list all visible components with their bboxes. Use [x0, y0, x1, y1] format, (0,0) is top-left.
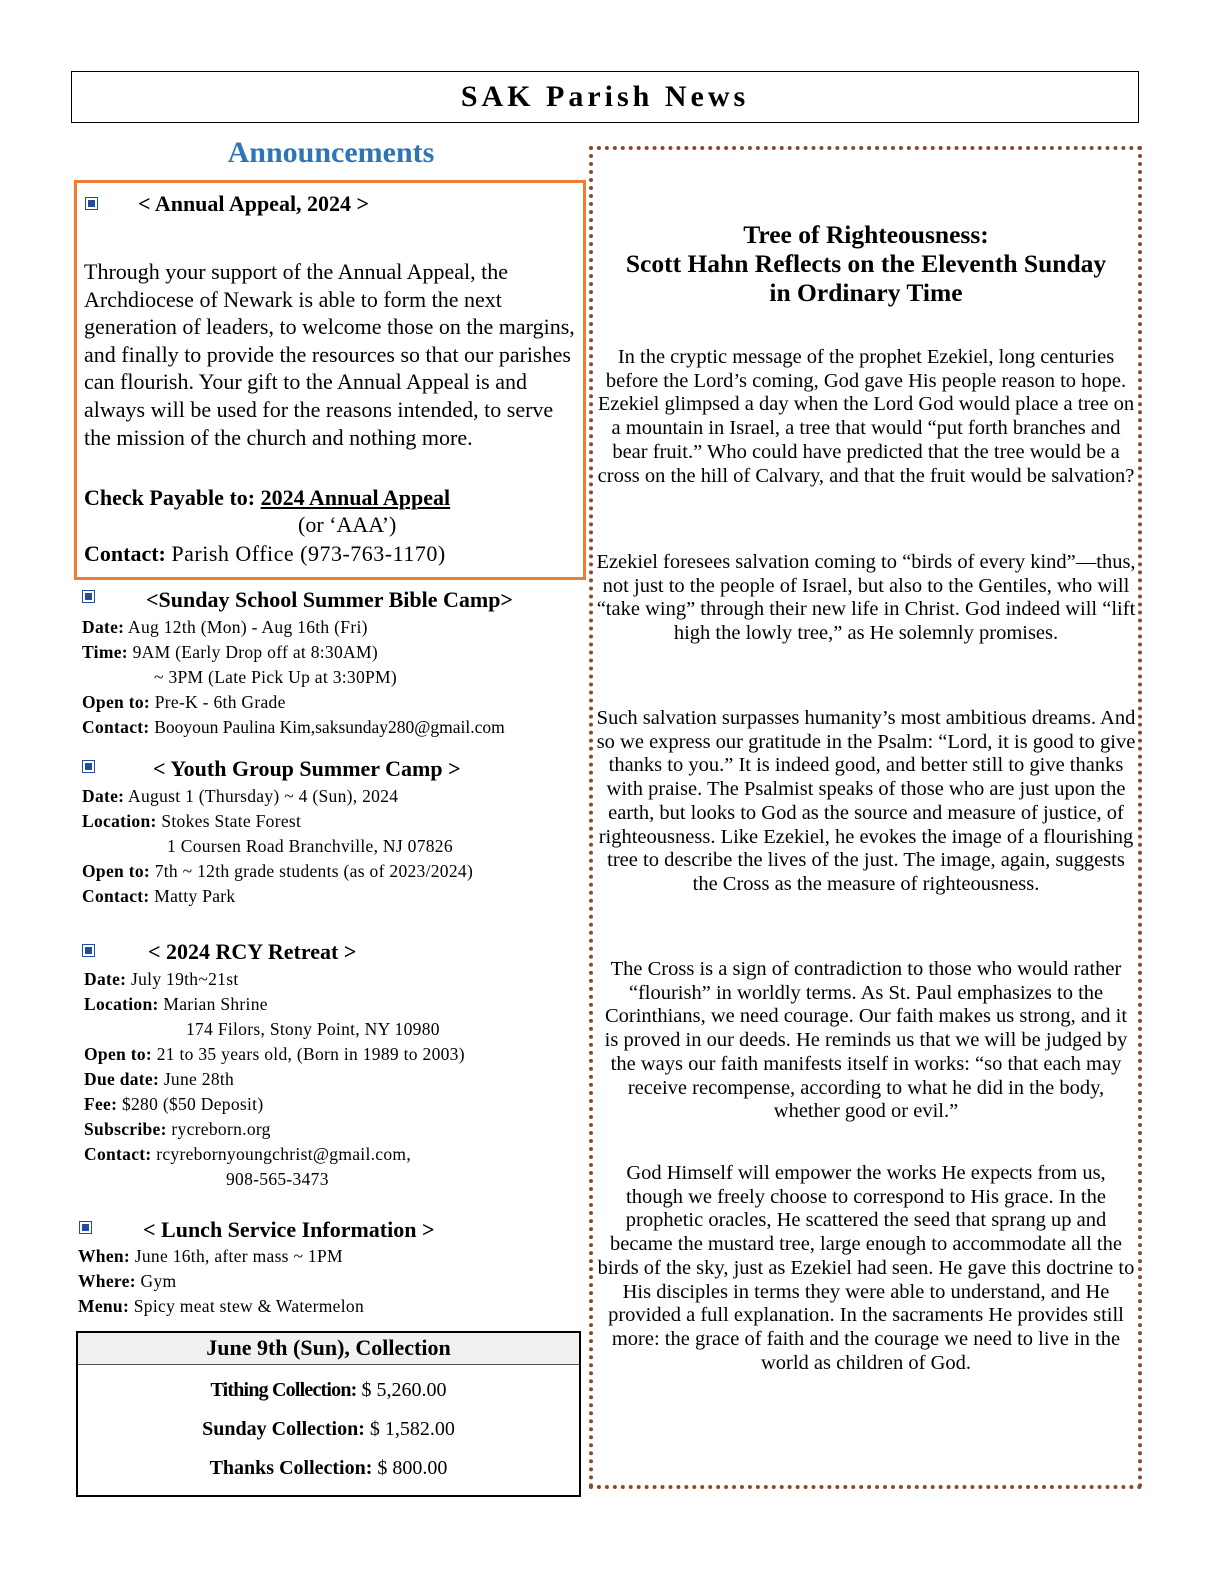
appeal-contact-value: Parish Office (973-763-1170) [171, 541, 446, 566]
article-paragraph: God Himself will empower the works He expects from us, though we freely choose to correspond to His grace. In the prophetic oracles, He scattered the seed that sprang up and became the mustard tree, large enough to accommodate all the birds of the sky, just as Ezekiel had seen. He gave this doctrine to His disciples in terms they were able to understand, and He provided a full explanation. In the sacraments He provides still more: the grace of faith and the courage we need to live in the world as children of God. [597, 1162, 1135, 1374]
lunch-title: < Lunch Service Information > [143, 1217, 435, 1242]
rcy-retreat-details: Date: July 19th~21st Location: Marian Shrine 174 Filors, Stony Point, NY 10980 Open to: 21 to 35 years old, (Born in 1989 to 2003) Due date: June 28th Fee: $280 ($50 Deposit) Subscribe: rycreborn.org Contact: rcyrebornyoungchrist@gmail.com, 908-565-3473 [84, 969, 465, 1189]
appeal-contact-line [84, 541, 446, 567]
bible-camp-details: Date: Aug 12th (Mon) - Aug 16th (Fri) Time: 9AM (Early Drop off at 8:30AM) ~ 3PM (Late Pick Up at 3:30PM) Open to: Pre-K - 6th Grade Contact: Booyoun Paulina Kim,saksunday280@gmail.com [82, 617, 505, 737]
checkbox-bullet-icon [85, 197, 98, 210]
annual-appeal-body: Through your support of the Annual Appeal, the Archdiocese of Newark is able to form the next generation of leaders, to welcome those on the margins, and finally to provide the resources so that our parishes can flourish. Your gift to the Annual Appeal is and always will be used for the reasons intended, to serve the mission of the church and nothing more. [84, 259, 575, 450]
checkbox-bullet-icon [82, 944, 95, 957]
appeal-contact-label: Contact: [84, 541, 166, 566]
checkbox-bullet-icon [82, 760, 95, 773]
check-payable-alt: (or ‘AAA’) [298, 512, 397, 537]
thanks-collection-row: Thanks Collection: $ 800.00 [209, 1457, 448, 1479]
announcements-heading: Announcements [227, 136, 435, 169]
checkbox-bullet-icon [82, 590, 95, 603]
article-paragraph: Ezekiel foresees salvation coming to “birds of every kind”—thus, not just to the people of Israel, but also to the Gentiles, who will “take wing” through their new life in Christ. God indeed will “lift high the lowly tree,” as He solemnly promises. [596, 551, 1136, 645]
sunday-collection-row: Sunday Collection: $ 1,582.00 [202, 1418, 455, 1440]
check-payable-label: Check Payable to: [84, 485, 256, 510]
tithing-collection-row: Tithing Collection: $ 5,260.00 [210, 1379, 447, 1401]
article-paragraph: Such salvation surpasses humanity’s most ambitious dreams. And so we express our gratitude in the Psalm: “Lord, it is good to give thanks to you.” It is indeed good, and better still to give thanks with praise. The Psalmist speaks of those who are just upon the earth, but looks to God as the source and measure of justice, of righteousness. Like Ezekiel, he evokes the image of a flourishing tree to describe the lives of the just. The image, again, suggests the Cross as the measure of righteousness. [596, 707, 1136, 895]
collection-header: June 9th (Sun), Collection [78, 1333, 579, 1365]
newsletter-title: SAK Parish News [71, 71, 1139, 123]
article-title: Tree of Righteousness: Scott Hahn Reflects on the Eleventh Sunday in Ordinary Time [625, 220, 1107, 307]
bible-camp-title: <Sunday School Summer Bible Camp> [146, 587, 513, 612]
youth-camp-details: Date: August 1 (Thursday) ~ 4 (Sun), 2024 Location: Stokes State Forest 1 Coursen Road Branchville, NJ 07826 Open to: 7th ~ 12th grade students (as of 2023/2024) Contact: Matty Park [82, 786, 474, 906]
article-paragraph: The Cross is a sign of contradiction to those who would rather “flourish” in worldly terms. As St. Paul emphasizes to the Corinthians, we need courage. Our faith makes us strong, and it is proved in our deeds. He reminds us that we will be judged by the ways our faith manifests itself in works: “so that each may receive recompense, according to what he did in the body, whether good or evil.” [604, 958, 1128, 1123]
check-payable-value: 2024 Annual Appeal [260, 485, 451, 510]
annual-appeal-title: < Annual Appeal, 2024 > [138, 191, 370, 216]
article-paragraph: In the cryptic message of the prophet Ezekiel, long centuries before the Lord’s coming, God gave His people reason to hope. Ezekiel glimpsed a day when the Lord God would place a tree on a mountain in Israel, a tree that would “put forth branches and bear fruit.” Who could have predicted that the tree would be a cross on the hill of Calvary, and that the fruit would be salvation? [597, 346, 1135, 487]
collection-box [76, 1331, 581, 1497]
check-payable-line [84, 484, 450, 511]
rcy-retreat-title: < 2024 RCY Retreat > [148, 939, 357, 964]
checkbox-bullet-icon [79, 1221, 92, 1234]
youth-camp-title: < Youth Group Summer Camp > [153, 756, 461, 781]
lunch-details: When: June 16th, after mass ~ 1PM Where: Gym Menu: Spicy meat stew & Watermelon [78, 1246, 364, 1316]
